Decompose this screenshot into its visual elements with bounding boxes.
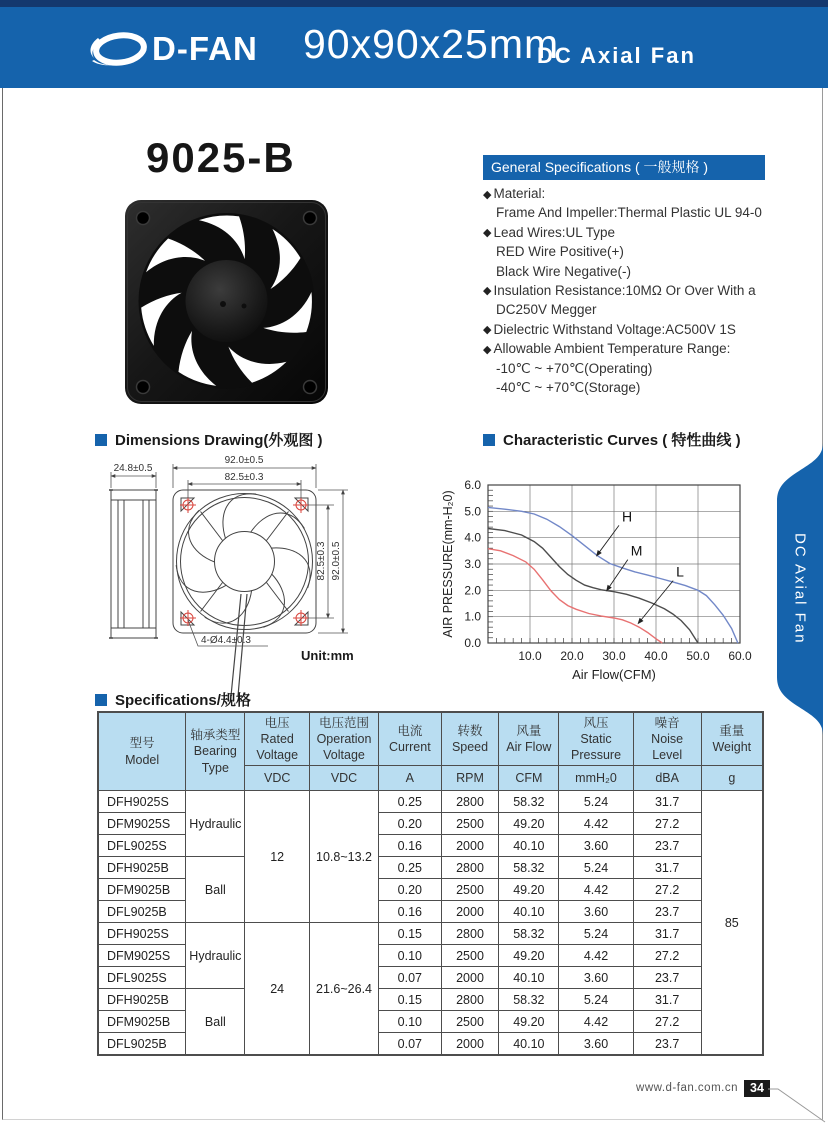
table-cell: 85 xyxy=(701,791,763,1056)
section-heading-curves xyxy=(483,429,741,450)
section-heading-specs xyxy=(95,689,251,710)
dim-label-hole-pitch-height: 82.5±0.3 xyxy=(316,541,327,581)
unit-header: VDC xyxy=(245,766,310,791)
column-header: 电流 Current xyxy=(379,712,442,766)
footer-diagonal-line xyxy=(768,1084,828,1123)
curve-label-H: H xyxy=(621,508,633,525)
table-cell: 2500 xyxy=(441,879,499,901)
curve-H xyxy=(488,507,738,643)
table-cell: 12 xyxy=(245,791,310,923)
column-header: 风压 Static Pressure xyxy=(559,712,633,766)
table-cell: 27.2 xyxy=(633,1011,701,1033)
spec-table-head xyxy=(98,712,763,791)
x-tick-label: 30.0 xyxy=(602,649,626,663)
table-cell: 49.20 xyxy=(499,813,559,835)
table-cell: 2500 xyxy=(441,945,499,967)
header-bar xyxy=(0,0,828,88)
y-tick-label: 4.0 xyxy=(464,530,481,545)
table-cell: 0.25 xyxy=(379,857,442,879)
spec-line xyxy=(483,281,783,300)
spec-line xyxy=(483,184,783,203)
y-tick-label: 3.0 xyxy=(464,557,481,571)
blue-square-icon xyxy=(95,434,107,446)
column-header: 噪音 Noise Level xyxy=(633,712,701,766)
spec-line xyxy=(483,300,783,319)
spec-text: Black Wire Negative(-) xyxy=(496,263,632,279)
spec-text: DC250V Megger xyxy=(496,302,597,318)
general-specs-title: General Specifications ( 一般规格 ) xyxy=(483,155,765,180)
spec-table-body xyxy=(98,791,763,1056)
table-cell: 58.32 xyxy=(499,791,559,813)
table-cell: 0.10 xyxy=(379,1011,442,1033)
side-tab xyxy=(777,443,823,735)
spec-line xyxy=(483,320,783,339)
table-cell: 3.60 xyxy=(559,967,633,989)
x-axis-title: Air Flow(CFM) xyxy=(572,667,656,682)
column-header: 重量 Weight xyxy=(701,712,763,766)
table-cell: DFM9025B xyxy=(98,879,186,901)
table-cell: 23.7 xyxy=(633,835,701,857)
footer-website: www.d-fan.com.cn xyxy=(636,1082,738,1094)
table-cell: 2500 xyxy=(441,1011,499,1033)
table-cell: 49.20 xyxy=(499,879,559,901)
curve-label-M: M xyxy=(630,542,643,559)
table-cell: 49.20 xyxy=(499,1011,559,1033)
table-cell: Hydraulic xyxy=(186,791,245,857)
table-cell: 27.2 xyxy=(633,813,701,835)
spec-line xyxy=(483,378,783,397)
table-cell: 0.20 xyxy=(379,879,442,901)
table-cell: 23.7 xyxy=(633,1033,701,1056)
table-cell: Ball xyxy=(186,857,245,923)
dim-label-outer-height: 92.0±0.5 xyxy=(331,541,342,581)
dim-label-outer-width: 92.0±0.5 xyxy=(224,455,264,466)
unit-header: mmH₂0 xyxy=(559,766,633,791)
table-cell: Hydraulic xyxy=(186,923,245,989)
unit-header: A xyxy=(379,766,442,791)
table-cell: 27.2 xyxy=(633,879,701,901)
column-header: 型号 Model xyxy=(98,712,186,791)
table-cell: 58.32 xyxy=(499,857,559,879)
column-header: 转数 Speed xyxy=(441,712,499,766)
dim-label-thickness: 24.8±0.5 xyxy=(113,463,153,474)
header-title: 90x90x25mm xyxy=(303,21,560,67)
dimensions-heading-label: Dimensions Drawing(外观图 ) xyxy=(115,432,323,449)
spec-line xyxy=(483,242,783,261)
table-cell: 3.60 xyxy=(559,1033,633,1056)
side-tab-label: DC Axial Fan xyxy=(791,533,809,645)
x-tick-label: 60.0 xyxy=(728,649,752,663)
x-tick-label: 20.0 xyxy=(560,649,584,663)
page-number-badge: 34 xyxy=(744,1080,770,1097)
diamond-bullet-icon: ◆ xyxy=(483,227,492,240)
column-header: 轴承类型 Bearing Type xyxy=(186,712,245,791)
spec-line xyxy=(483,223,783,242)
table-cell: 31.7 xyxy=(633,989,701,1011)
diamond-bullet-icon: ◆ xyxy=(483,285,492,298)
table-cell: 4.42 xyxy=(559,813,633,835)
x-tick-label: 50.0 xyxy=(686,649,710,663)
d-fan-logo xyxy=(88,28,258,70)
unit-label: Unit:mm xyxy=(301,648,354,663)
table-cell: 24 xyxy=(245,923,310,1056)
y-tick-label: 2.0 xyxy=(464,583,481,598)
x-tick-label: 10.0 xyxy=(518,649,542,663)
table-cell: 49.20 xyxy=(499,945,559,967)
logo-text: D-FAN xyxy=(152,30,258,67)
column-header: 电压范围 Operation Voltage xyxy=(309,712,378,766)
table-cell: 3.60 xyxy=(559,901,633,923)
table-cell: 2000 xyxy=(441,967,499,989)
unit-header: VDC xyxy=(309,766,378,791)
table-cell: 31.7 xyxy=(633,923,701,945)
fan-hub xyxy=(186,260,268,342)
table-cell: 2800 xyxy=(441,791,499,813)
spec-text: RED Wire Positive(+) xyxy=(496,244,624,260)
curve-L xyxy=(488,549,662,643)
specs-heading-label: Specifications/规格 xyxy=(115,692,251,709)
table-cell: 0.10 xyxy=(379,945,442,967)
table-cell: DFH9025S xyxy=(98,791,186,813)
spec-table xyxy=(97,711,764,1056)
x-tick-label: 40.0 xyxy=(644,649,668,663)
table-cell: 10.8~13.2 xyxy=(309,791,378,923)
table-cell: 0.16 xyxy=(379,901,442,923)
table-cell: 4.42 xyxy=(559,879,633,901)
table-cell: 0.07 xyxy=(379,1033,442,1056)
general-spec-list xyxy=(483,184,783,397)
table-cell: 27.2 xyxy=(633,945,701,967)
table-cell: DFL9025S xyxy=(98,835,186,857)
table-cell: 0.07 xyxy=(379,967,442,989)
spec-line xyxy=(483,203,783,222)
curves-heading-label: Characteristic Curves ( 特性曲线 ) xyxy=(503,432,741,449)
unit-header: RPM xyxy=(441,766,499,791)
table-cell: 40.10 xyxy=(499,835,559,857)
table-cell: 2000 xyxy=(441,1033,499,1056)
logo-swoosh-icon xyxy=(88,28,148,70)
table-cell: 4.42 xyxy=(559,945,633,967)
table-row xyxy=(98,857,763,879)
table-cell: 2800 xyxy=(441,857,499,879)
table-cell: DFM9025B xyxy=(98,1011,186,1033)
table-cell: 2800 xyxy=(441,923,499,945)
table-cell: 5.24 xyxy=(559,857,633,879)
diamond-bullet-icon: ◆ xyxy=(483,188,492,201)
table-cell: 3.60 xyxy=(559,835,633,857)
dim-label-hole-pitch-width: 82.5±0.3 xyxy=(224,472,264,483)
table-cell: 21.6~26.4 xyxy=(309,923,378,1056)
y-tick-label: 0.0 xyxy=(464,636,481,650)
table-cell: 31.7 xyxy=(633,791,701,813)
dim-label-mounting-holes: 4-Ø4.4±0.3 xyxy=(201,635,251,646)
fan-photo xyxy=(122,194,334,410)
characteristic-curves-chart xyxy=(438,472,768,697)
table-cell: 4.42 xyxy=(559,1011,633,1033)
table-row xyxy=(98,923,763,945)
table-cell: 2500 xyxy=(441,813,499,835)
table-cell: 31.7 xyxy=(633,857,701,879)
table-cell: 2000 xyxy=(441,835,499,857)
model-title: 9025-B xyxy=(146,134,296,181)
table-cell: 0.16 xyxy=(379,835,442,857)
table-cell: DFH9025B xyxy=(98,857,186,879)
table-cell: 2800 xyxy=(441,989,499,1011)
table-cell: 23.7 xyxy=(633,901,701,923)
curve-label-L: L xyxy=(676,563,684,580)
table-cell: Ball xyxy=(186,989,245,1056)
header-top-strip xyxy=(0,0,828,7)
table-cell: 5.24 xyxy=(559,923,633,945)
table-cell: 5.24 xyxy=(559,791,633,813)
table-cell: 0.15 xyxy=(379,923,442,945)
diamond-bullet-icon: ◆ xyxy=(483,324,492,337)
unit-header: dBA xyxy=(633,766,701,791)
unit-header: g xyxy=(701,766,763,791)
diamond-bullet-icon: ◆ xyxy=(483,343,492,356)
dimensions-drawing xyxy=(88,448,460,700)
table-cell: 0.15 xyxy=(379,989,442,1011)
table-cell: DFL9025B xyxy=(98,1033,186,1056)
table-cell: 2000 xyxy=(441,901,499,923)
table-row xyxy=(98,791,763,813)
section-heading-dimensions xyxy=(95,429,323,450)
table-cell: DFM9025S xyxy=(98,945,186,967)
table-cell: DFM9025S xyxy=(98,813,186,835)
y-tick-label: 6.0 xyxy=(464,478,481,492)
column-header: 电压 Rated Voltage xyxy=(245,712,310,766)
header-subtitle: DC Axial Fan xyxy=(537,43,696,68)
spec-text: Insulation Resistance:10MΩ Or Over With a xyxy=(493,282,756,298)
table-cell: DFH9025B xyxy=(98,989,186,1011)
table-cell: DFL9025B xyxy=(98,901,186,923)
spec-text: Material: xyxy=(493,186,546,201)
unit-header: CFM xyxy=(499,766,559,791)
blue-square-icon xyxy=(483,434,495,446)
y-tick-label: 5.0 xyxy=(464,504,481,519)
table-row xyxy=(98,989,763,1011)
spec-text: -40℃ ~ +70℃(Storage) xyxy=(496,379,641,395)
table-cell: DFH9025S xyxy=(98,923,186,945)
spec-text: Lead Wires:UL Type xyxy=(493,224,616,240)
blue-square-icon xyxy=(95,694,107,706)
spec-line xyxy=(483,339,783,358)
table-cell: 58.32 xyxy=(499,923,559,945)
table-cell: 40.10 xyxy=(499,967,559,989)
table-cell: 40.10 xyxy=(499,901,559,923)
y-axis-title: AIR PRESSURE(mm-H₂0) xyxy=(441,490,455,638)
spec-line xyxy=(483,262,783,281)
table-cell: 40.10 xyxy=(499,1033,559,1056)
table-cell: 0.25 xyxy=(379,791,442,813)
table-cell: 58.32 xyxy=(499,989,559,1011)
table-cell: DFL9025S xyxy=(98,967,186,989)
table-cell: 0.20 xyxy=(379,813,442,835)
spec-text: Frame And Impeller:Thermal Plastic UL 94-0 xyxy=(496,205,762,221)
spec-line xyxy=(483,359,783,378)
column-header: 风量 Air Flow xyxy=(499,712,559,766)
table-cell: 23.7 xyxy=(633,967,701,989)
spec-text: -10℃ ~ +70℃(Operating) xyxy=(496,360,653,376)
spec-text: Allowable Ambient Temperature Range: xyxy=(493,341,731,357)
y-tick-label: 1.0 xyxy=(464,609,481,624)
spec-text: Dielectric Withstand Voltage:AC500V 1S xyxy=(493,321,736,337)
curve-M xyxy=(488,529,698,644)
table-cell: 5.24 xyxy=(559,989,633,1011)
